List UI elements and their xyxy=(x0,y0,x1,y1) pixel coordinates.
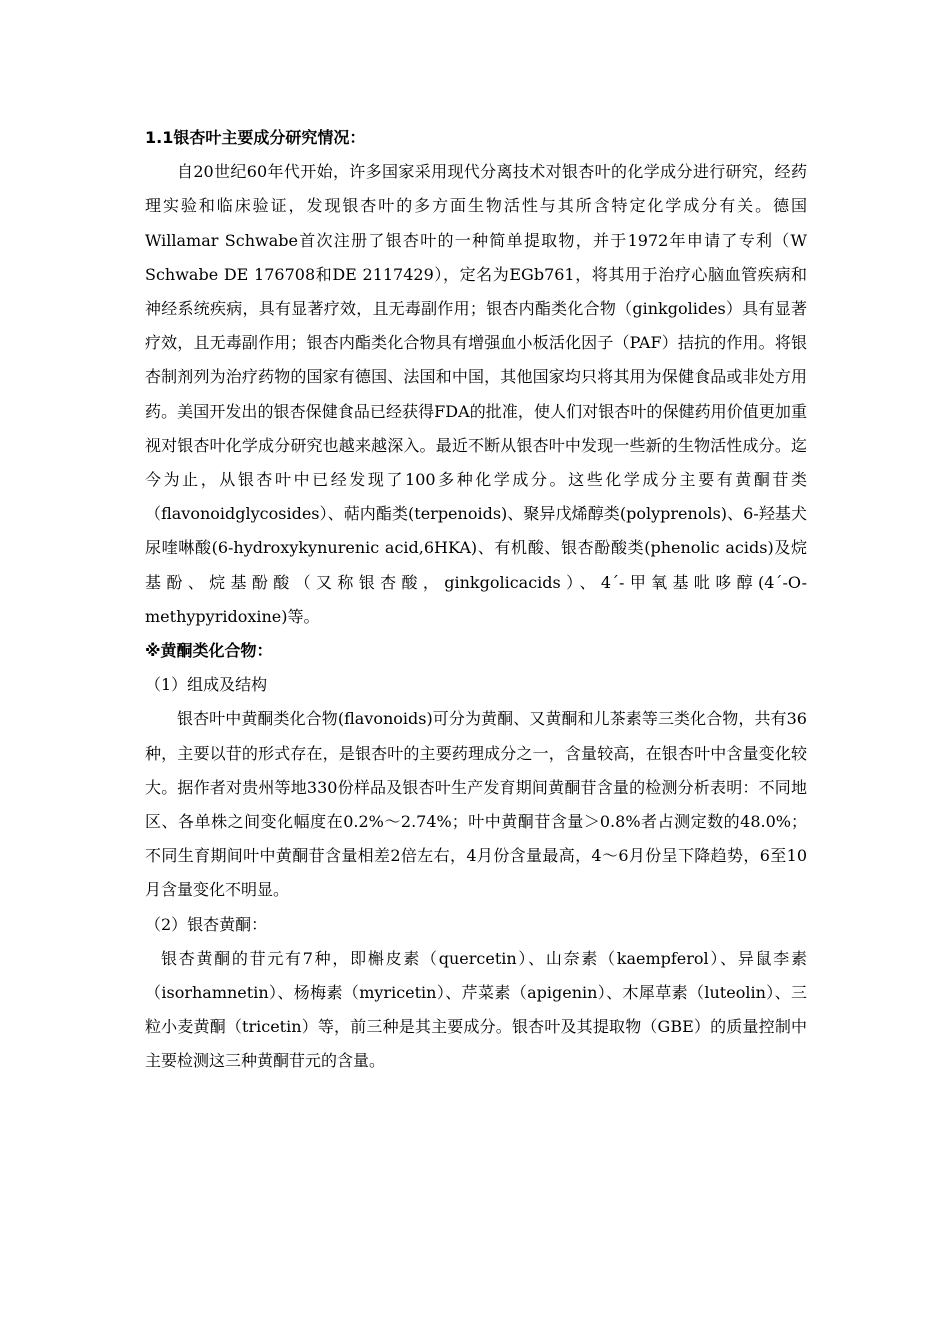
section-heading: 1.1银杏叶主要成分研究情况： xyxy=(145,128,366,147)
subsection-2-heading: （2）银杏黄酮： xyxy=(145,914,268,934)
document-body xyxy=(145,121,807,1079)
flavonoid-heading: ※黄酮类化合物： xyxy=(145,641,273,661)
subsection-1-paragraph: 银杏叶中黄酮类化合物(flavonoids)可分为黄酮、又黄酮和儿茶素等三类化合物，共有36种，主要以苷的形式存在，是银杏叶的主要药理成分之一，含量较高，在银杏叶中含量变化较大。据作者对贵州等地330份样品及银杏叶生产发育期间黄酮苷含量的检测分析表明：不同地区、各单株之间变化幅度在0.2%～2.74%；叶中黄酮苷含量＞0.8%者占测定数的48.0%；不同生育期间叶中黄酮苷含量相差2倍左右，4月份含量最高，4～6月份呈下降趋势，6至10月含量变化不明显。 xyxy=(145,709,807,900)
intro-paragraph: 自20世纪60年代开始，许多国家采用现代分离技术对银杏叶的化学成分进行研究，经药理实验和临床验证，发现银杏叶的多方面生物活性与其所含特定化学成分有关。德国Willamar Schwabe首次注册了银杏叶的一种简单提取物，并于1972年申请了专利（W Schwabe DE 176708和DE 2117429），定名为EGb761，将其用于治疗心脑血管疾病和神经系统疾病，具有显著疗效，且无毒副作用；银杏内酯类化合物（ginkgolides）具有显著疗效，且无毒副作用；银杏内酯类化合物具有增强血小板活化因子（PAF）拮抗的作用。将银杏制剂列为治疗药物的国家有德国、法国和中国，其他国家均只将其用为保健食品或非处方用药。美国开发出的银杏保健食品已经获得FDA的批准，使人们对银杏叶的保健药用价值更加重视对银杏叶化学成分研究也越来越深入。最近不断从银杏叶中发现一些新的生物活性成分。迄今为止，从银杏叶中已经发现了100多种化学成分。这些化学成分主要有黄酮苷类（flavonoidglycosides）、萜内酯类(terpenoids)、聚异戊烯醇类(polyprenols)、6-羟基犬尿喹啉酸(6-hydroxykynurenic acid,6HKA)、有机酸、银杏酚酸类(phenolic acids)及烷基酚、烷基酚酸（又称银杏酸，ginkgolicacids）、4´-甲氧基吡哆醇(4´-O-methypyridoxine)等。 xyxy=(145,162,807,626)
subsection-1-heading: （1）组成及结构 xyxy=(145,675,268,695)
subsection-2-paragraph: 银杏黄酮的苷元有7种，即槲皮素（quercetin）、山奈素（kaempferol）、异鼠李素（isorhamnetin）、杨梅素（myricetin）、芹菜素（apigenin）、木犀草素（luteolin）、三粒小麦黄酮（tricetin）等，前三种是其主要成分。银杏叶及其提取物（GBE）的质量控制中主要检测这三种黄酮苷元的含量。 xyxy=(145,948,807,1071)
